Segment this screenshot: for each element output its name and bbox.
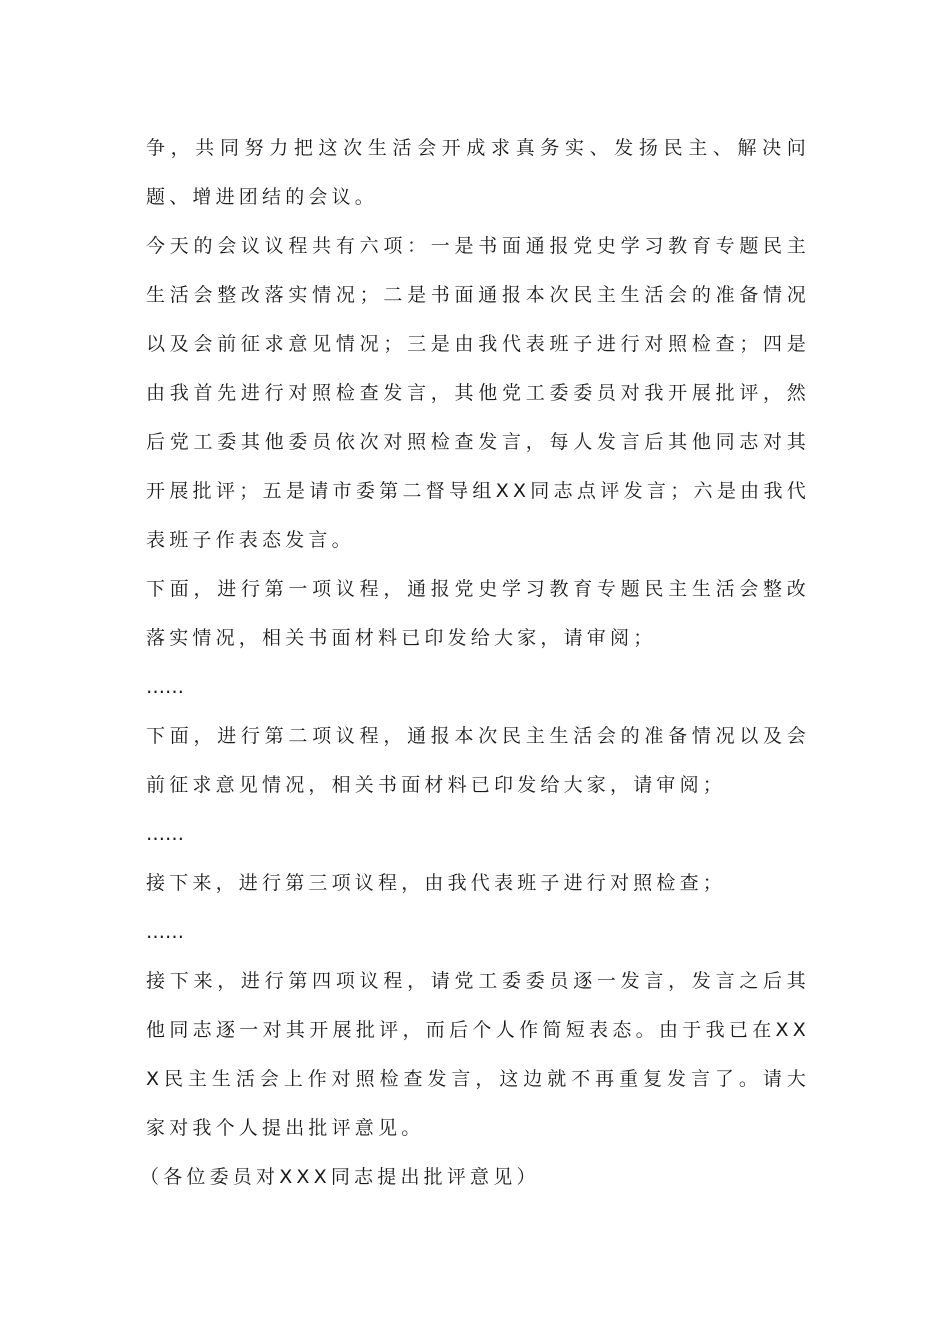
- paragraph-agenda-item-4: 接下来，进行第四项议程，请党工委委员逐一发言，发言之后其他同志逐一对其开展批评，而后个人作简短表态。由于我已在XXX民主生活会上作对照检查发言，这边就不再重复发言了。请大家对我个人提出批评意见。: [146, 970, 810, 1139]
- paragraph-agenda-item-3: 接下来，进行第三项议程，由我代表班子进行对照检查；: [146, 872, 727, 894]
- ellipsis-2: ……: [146, 823, 184, 845]
- ellipsis-3: ……: [146, 921, 184, 943]
- document-body: [140, 124, 810, 1202]
- paragraph-agenda-item-2: 下面，进行第二项议程，通报本次民主生活会的准备情况以及会前征求意见情况，相关书面材料已印发给大家，请审阅；: [146, 725, 810, 796]
- stage-direction-note: （各位委员对XXX同志提出批评意见）: [140, 1166, 540, 1188]
- paragraph-agenda-overview: 今天的会议议程共有六项：一是书面通报党史学习教育专题民主生活会整改落实情况；二是书面通报本次民主生活会的准备情况以及会前征求意见情况；三是由我代表班子进行对照检查；四是由我首先进行对照检查发言，其他党工委委员对我开展批评，然后党工委其他委员依次对照检查发言，每人发言后其他同志对其开展批评；五是请市委第二督导组XX同志点评发言；六是由我代表班子作表态发言。: [146, 235, 810, 551]
- paragraph-agenda-item-1: 下面，进行第一项议程，通报党史学习教育专题民主生活会整改落实情况，相关书面材料已印发给大家，请审阅；: [146, 578, 810, 649]
- paragraph-closing-of-intro: 争，共同努力把这次生活会开成求真务实、发扬民主、解决问题、增进团结的会议。: [146, 137, 810, 208]
- ellipsis-1: ……: [146, 676, 184, 698]
